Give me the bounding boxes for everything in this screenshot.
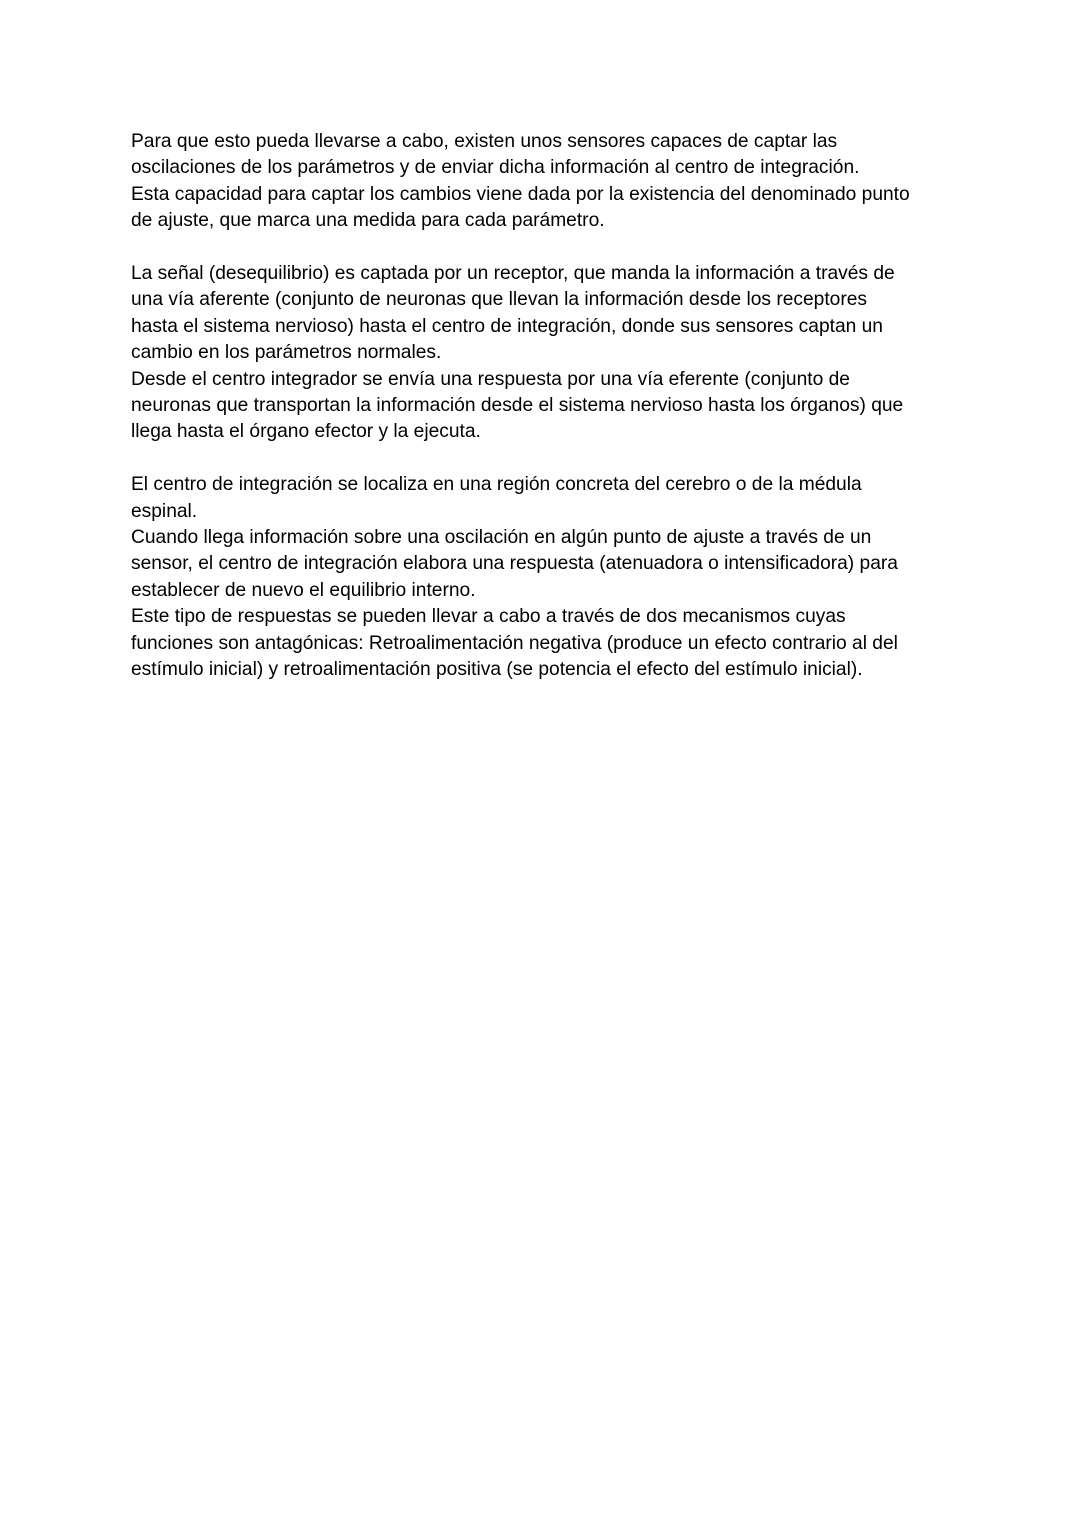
paragraph-spacer (131, 235, 961, 261)
text-line: Este tipo de respuestas se pueden llevar a cabo a través de dos mecanismos cuyas (131, 606, 846, 628)
text-line: establecer de nuevo el equilibrio interno. (131, 579, 476, 601)
text-line: funciones son antagónicas: Retroalimentación negativa (produce un efecto contrario al del (131, 632, 898, 654)
text-line: Cuando llega información sobre una oscilación en algún punto de ajuste a través de un (131, 527, 872, 549)
text-line: estímulo inicial) y retroalimentación positiva (se potencia el efecto del estímulo inicial). (131, 659, 863, 681)
text-line: La señal (desequilibrio) es captada por un receptor, que manda la información a través de (131, 263, 895, 285)
text-line: El centro de integración se localiza en una región concreta del cerebro o de la médula (131, 474, 862, 496)
text-line: sensor, el centro de integración elabora una respuesta (atenuadora o intensificadora) para (131, 553, 898, 575)
document-body (131, 129, 961, 684)
text-line: oscilaciones de los parámetros y de enviar dicha información al centro de integración. (131, 157, 860, 179)
paragraph-spacer (131, 446, 961, 472)
paragraph-punto-de-ajuste (131, 129, 961, 235)
paragraph-centro-de-integracion (131, 472, 961, 683)
text-line: Desde el centro integrador se envía una respuesta por una vía eferente (conjunto de (131, 368, 850, 390)
text-line: Para que esto pueda llevarse a cabo, existen unos sensores capaces de captar las (131, 131, 838, 152)
text-line: espinal. (131, 500, 198, 522)
text-line: Esta capacidad para captar los cambios viene dada por la existencia del denominado punto (131, 183, 910, 205)
text-line: llega hasta el órgano efector y la ejecuta. (131, 421, 481, 443)
paragraph-vias-aferente-eferente (131, 261, 961, 446)
text-line: neuronas que transportan la información desde el sistema nervioso hasta los órganos) que (131, 395, 904, 417)
text-line: cambio en los parámetros normales. (131, 342, 442, 364)
text-line: hasta el sistema nervioso) hasta el centro de integración, donde sus sensores captan un (131, 315, 883, 337)
text-line: una vía aferente (conjunto de neuronas que llevan la información desde los receptores (131, 289, 867, 311)
text-line: de ajuste, que marca una medida para cada parámetro. (131, 210, 605, 232)
